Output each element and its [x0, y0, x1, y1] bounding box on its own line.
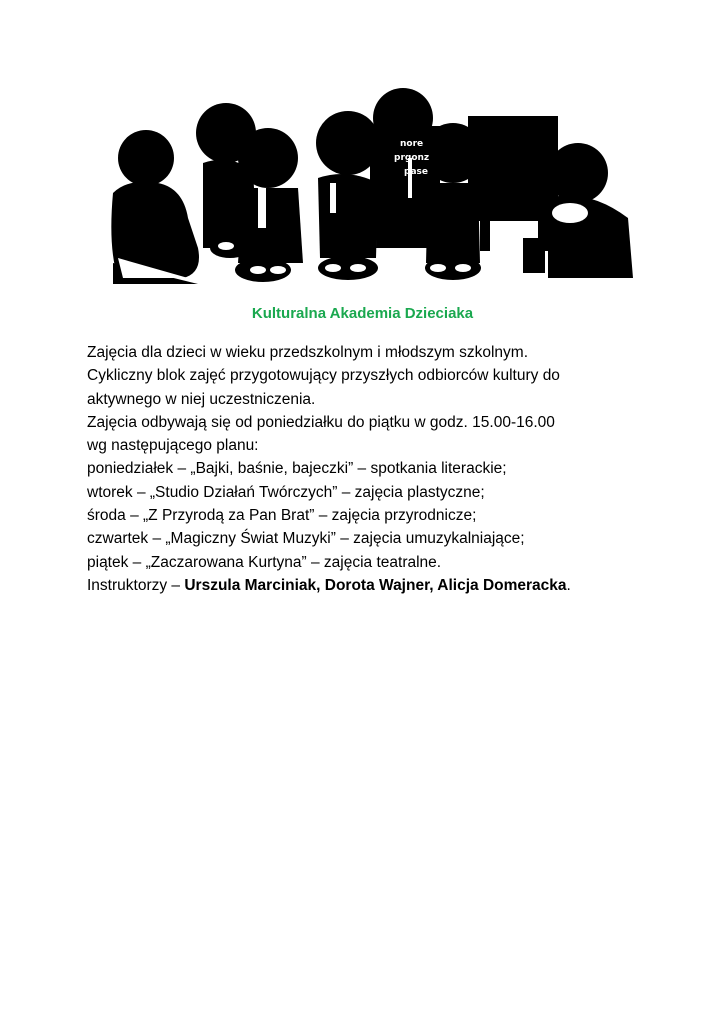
instructors-line [87, 574, 647, 597]
board-text-3: pase [404, 167, 428, 177]
schedule-tuesday: wtorek – „Studio Działań Twórczych” – zajęcia plastyczne; [87, 483, 485, 501]
board-text-2: prgonz [394, 153, 430, 163]
board-text-1: nore [400, 139, 424, 149]
document-title: Kulturalna Akademia Dzieciaka [251, 305, 474, 322]
children-group-illustration [108, 88, 640, 290]
instructors-prefix: Instruktorzy – [87, 576, 185, 594]
body-line: Cykliczny blok zajęć przygotowujący przyszłych odbiorców kultury do [87, 367, 560, 385]
body-line: wg następującego planu: [87, 437, 259, 455]
schedule-thursday: czwartek – „Magiczny Świat Muzyki” – zajęcia umuzykalniające; [87, 530, 525, 548]
schedule-friday: piątek – „Zaczarowana Kurtyna” – zajęcia teatralne. [87, 553, 442, 571]
instructors-names: Urszula Marciniak, Dorota Wajner, Alicja Domeracka [184, 576, 567, 594]
body-line: aktywnego w niej uczestniczenia. [87, 390, 316, 408]
schedule-monday: poniedziałek – „Bajki, baśnie, bajeczki” – spotkania literackie; [87, 460, 507, 478]
schedule-wednesday: środa – „Z Przyrodą za Pan Brat” – zajęcia przyrodnicze; [87, 507, 477, 525]
document-body [87, 341, 647, 597]
body-line: Zajęcia odbywają się od poniedziałku do piątku w godz. 15.00-16.00 [87, 413, 555, 431]
body-line: Zajęcia dla dzieci w wieku przedszkolnym i młodszym szkolnym. [87, 344, 529, 361]
instructors-suffix: . [566, 576, 571, 594]
children-silhouette-icon [108, 88, 640, 290]
